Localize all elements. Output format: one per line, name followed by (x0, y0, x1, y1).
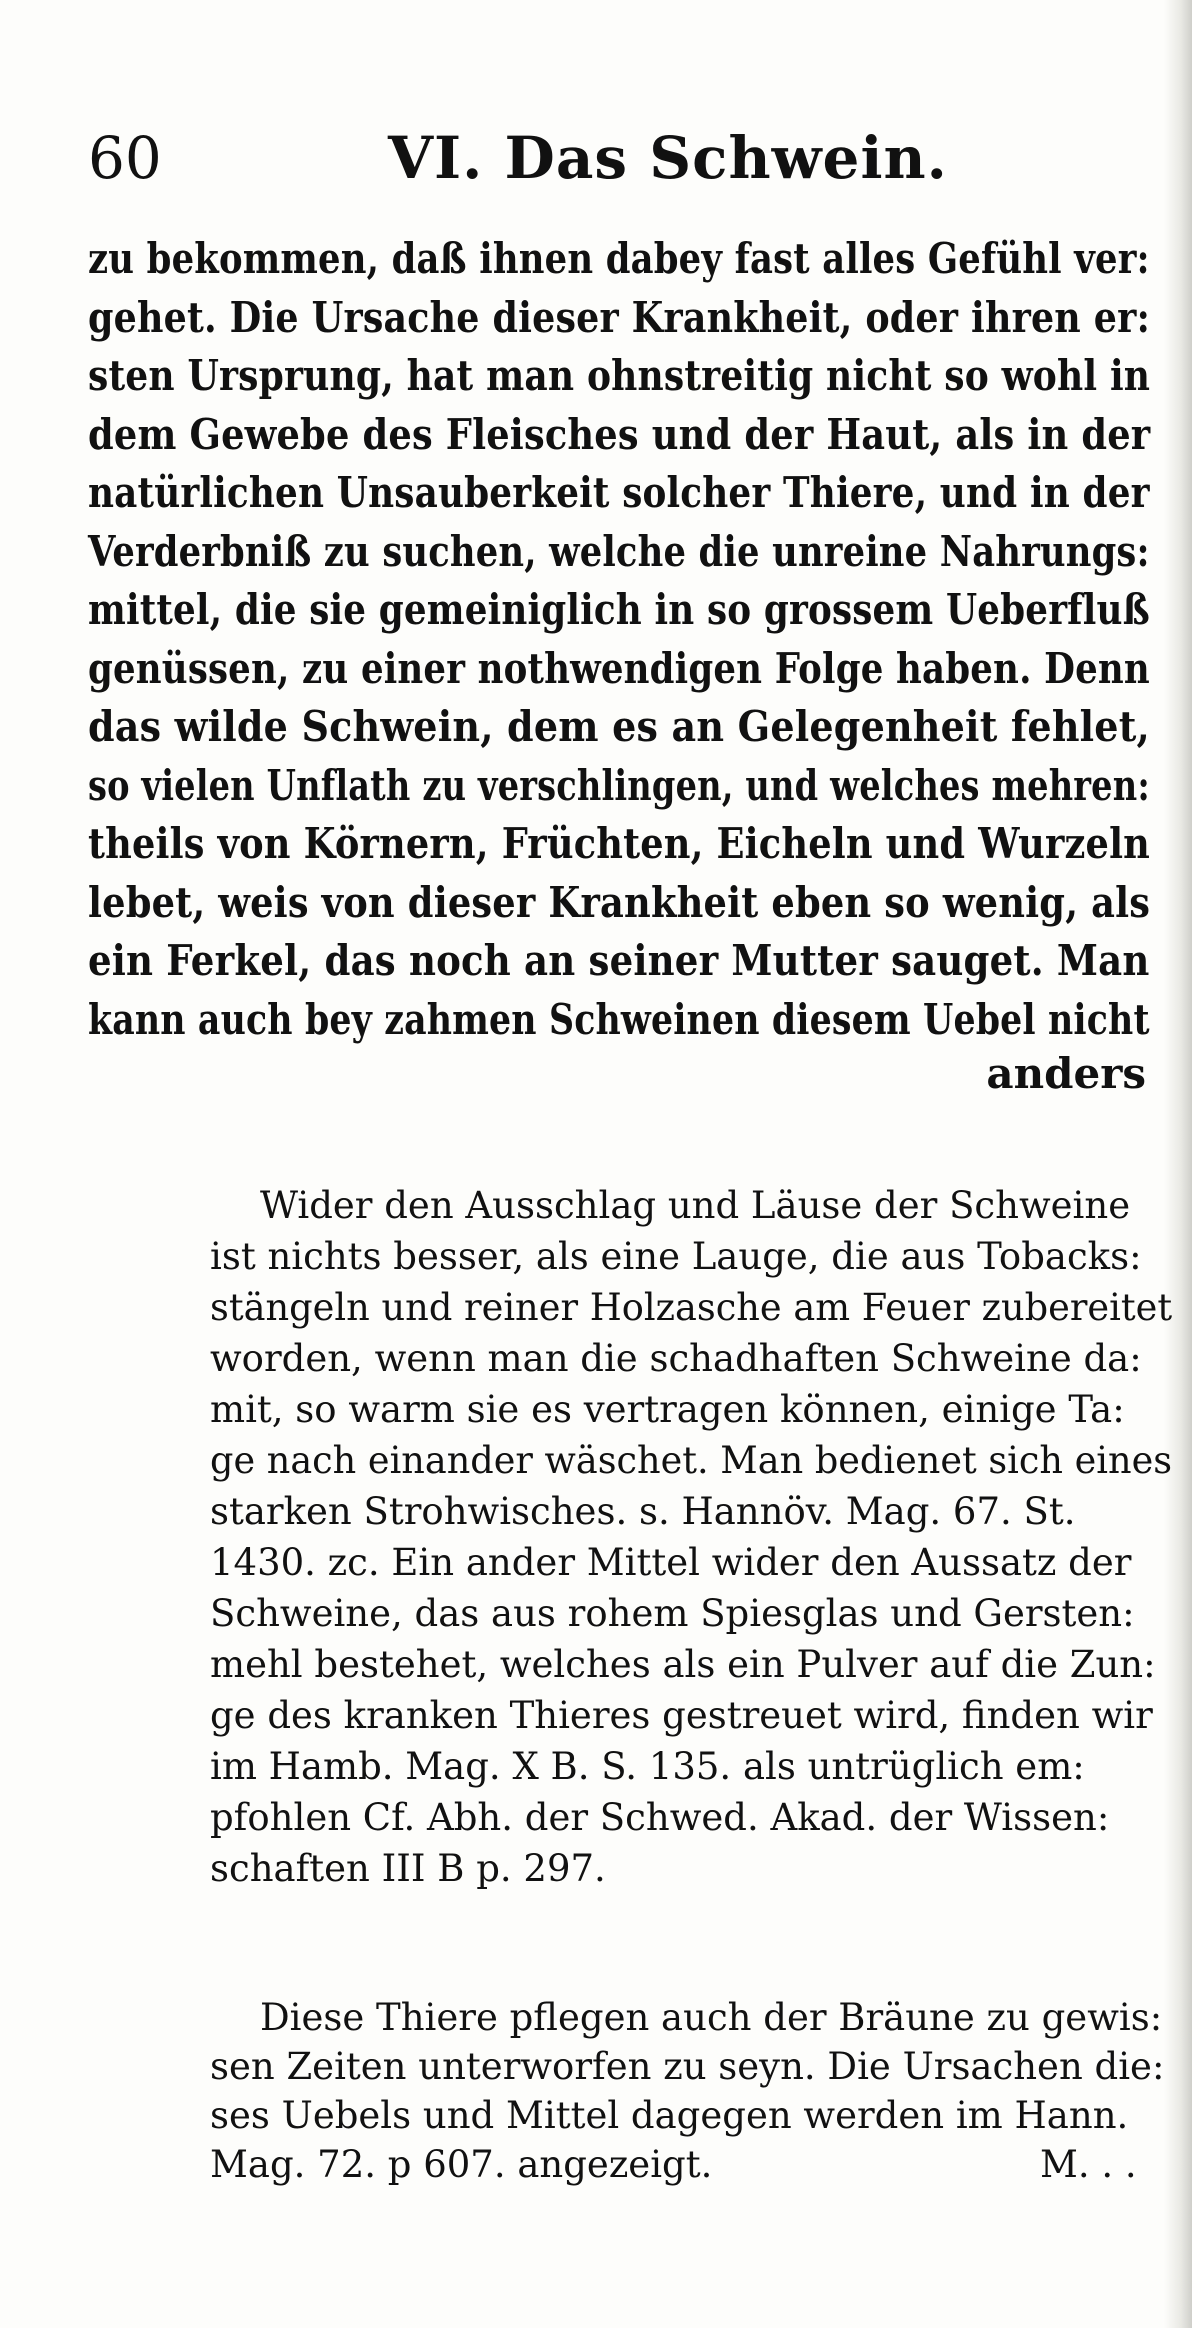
footnote-line: ge nach einander wäschet. Man bedienet sich eines (210, 1439, 1173, 1482)
page-number: 60 (88, 124, 162, 192)
footnote (210, 1180, 1172, 1894)
footnote-line: pfohlen Cf. Abh. der Schwed. Akad. der Wissen: (210, 1796, 1110, 1839)
footnote-line: Wider den Ausschlag und Läuse der Schweine (260, 1184, 1131, 1227)
note-line: Mag. 72. p 607. angezeigt. (210, 2143, 713, 2186)
catchword: anders (986, 1049, 1146, 1098)
running-title: VI. Das Schwein. (388, 124, 948, 192)
footnote-line: mehl bestehet, welches als ein Pulver auf die Zun: (210, 1643, 1156, 1686)
text-line: sten Ursprung, hat man ohnstreitig nicht so wohl in (88, 351, 1151, 400)
text-line: gehet. Die Ursache dieser Krankheit, oder ihren er: (88, 292, 1151, 342)
text-line: Verderbniß zu suchen, welche die unreine Nahrungs: (88, 526, 1150, 576)
text-line: ein Ferkel, das noch an seiner Mutter sauget. Man (88, 936, 1150, 985)
note-signature: M. . . (1040, 2143, 1137, 2186)
page-edge-shadow (1164, 0, 1192, 2328)
text-line: so vielen Unflath zu verschlingen, und welches mehren: (88, 760, 1150, 810)
text-line: mittel, die sie gemeiniglich in so grossem Ueberfluß (88, 585, 1150, 634)
footnote-line: ist nichts besser, als eine Lauge, die aus Tobacks: (210, 1235, 1142, 1278)
text-line: lebet, weis von dieser Krankheit eben so wenig, als (88, 877, 1151, 927)
footnote-line: stängeln und reiner Holzasche am Feuer zubereitet (210, 1286, 1173, 1329)
footnote-line: Schweine, das aus rohem Spiesglas und Gersten: (210, 1592, 1135, 1635)
page-header (88, 118, 1072, 198)
footnote-line: 1430. zc. Ein ander Mittel wider den Aussatz der (210, 1541, 1132, 1584)
footnote-line: starken Strohwisches. s. Hannöv. Mag. 67. St. (210, 1490, 1076, 1533)
note-line: sen Zeiten unterworfen zu seyn. Die Ursachen die: (210, 2045, 1165, 2088)
text-line: theils von Körnern, Früchten, Eicheln und Wurzeln (88, 819, 1151, 868)
text-line: genüssen, zu einer nothwendigen Folge haben. Denn (88, 643, 1150, 693)
text-line: zu bekommen, daß ihnen dabey fast alles Gefühl ver: (88, 234, 1150, 283)
second-note (210, 1993, 1172, 2189)
footnote-line: worden, wenn man die schadhaften Schweine da: (210, 1337, 1142, 1380)
note-line: ses Uebels und Mittel dagegen werden im Hann. (210, 2094, 1129, 2137)
text-line: kann auch bey zahmen Schweinen diesem Uebel nicht (88, 994, 1150, 1044)
note-line: Diese Thiere pflegen auch der Bräune zu gewis: (260, 1996, 1163, 2039)
text-line: das wilde Schwein, dem es an Gelegenheit fehlet, (88, 702, 1150, 751)
footnote-line: mit, so warm sie es vertragen können, einige Ta: (210, 1388, 1125, 1431)
text-line: dem Gewebe des Fleisches und der Haut, als in der (88, 409, 1151, 459)
main-text (88, 230, 1150, 1049)
text-line: natürlichen Unsauberkeit solcher Thiere, und in der (88, 468, 1150, 517)
footnote-line: ge des kranken Thieres gestreuet wird, finden wir (210, 1694, 1153, 1737)
footnote-line: schaften III B p. 297. (210, 1847, 606, 1890)
footnote-line: im Hamb. Mag. X B. S. 135. als untrüglich em: (210, 1745, 1085, 1788)
